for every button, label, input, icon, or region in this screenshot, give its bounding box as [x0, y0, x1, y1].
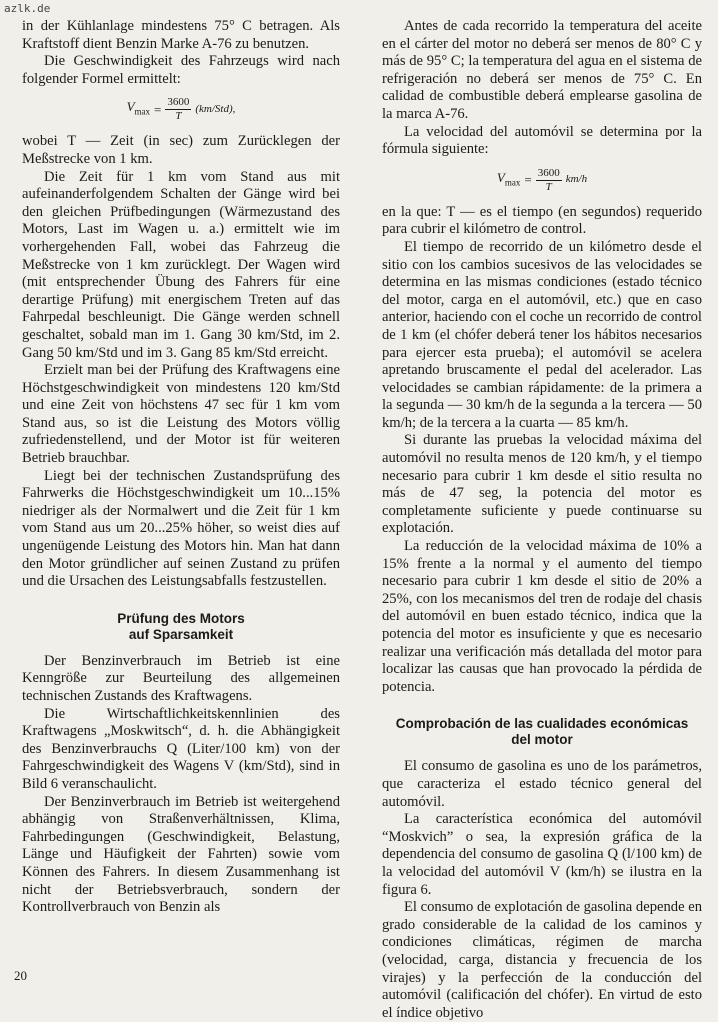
formula-unit: (km/Std),: [195, 103, 236, 116]
paragraph: Liegt bei der technischen Zustandsprüfung des Fahrwerks die Höchstgeschwindigkeit um 10...15% niedriger als der Normalwert und die Zeit für 1 km vom Stand aus um 20...25% höher, so weist dies auf ungenügende Leistung des Motors hin. Man hat dann den Motor gründlicher auf seinen Zustand zu prüfen und die Ursachen des Leistungsabfalls festzustellen.: [22, 467, 340, 590]
formula-denominator: T: [545, 180, 552, 193]
paragraph: in der Kühlanlage mindestens 75° C betragen. Als Kraftstoff dient Benzin Marke A-76 zu benutzen.: [22, 18, 340, 52]
paragraph: Der Benzinverbrauch im Betrieb ist eine Kenngröße zur Beurteilung des allgemeinen technischen Zustands des Kraftwagens.: [22, 652, 340, 704]
paragraph: La reducción de la velocidad máxima de 10% a 15% frente a la normal y el aumento del tiempo necesario para cubrir 1 km desde el sitio de 20% a 25%, con los mecanismos del tren de rodaje del chasis del automóvil en buen estado técnico, indica que la potencia del motor es insuficiente y que es necesario realizar una verificación más detallada del motor para localizar las causas que han provocado la pérdida de potencia.: [382, 538, 702, 695]
paragraph: La característica económica del automóvil “Moskvich” o sea, la expresión gráfica de la dependencia del consumo de gasolina Q (l/100 km) de la velocidad del automóvil V (km/h) se ilustra en la figura 6.: [382, 811, 702, 898]
spanish-column: [382, 18, 702, 1022]
page-number: 20: [14, 968, 27, 983]
paragraph: Antes de cada recorrido la temperatura del aceite en el cárter del motor no deberá ser menos de 80° C y más de 95° C; la temperatura del agua en el sistema de refrigeración no deberá ser menos de 75° C. En calidad de combustible deberá emplearse gasolina de la marca A-76.: [382, 18, 702, 122]
paragraph: El consumo de gasolina es uno de los parámetros, que caracteriza el estado técnico general del automóvil.: [382, 758, 702, 810]
paragraph: Erzielt man bei der Prüfung des Kraftwagens eine Höchstgeschwindigkeit von mindestens 120 km/Std und eine Zeit von höchstens 47 sec für 1 km vom Stand aus, so ist die Leistung des Motors völlig zufriedenstellend, und der Motor ist für weiteren Betrieb brauchbar.: [22, 362, 340, 467]
formula-numerator: 3600: [537, 166, 560, 179]
formula-denominator: T: [175, 110, 182, 123]
formula-fraction: [536, 167, 562, 194]
paragraph: La velocidad del automóvil se determina por la fórmula siguiente:: [382, 123, 702, 158]
section-heading: Prüfung des Motors auf Sparsamkeit: [117, 610, 245, 642]
section-heading: Comprobación de las cualidades económicas del motor: [395, 716, 689, 748]
formula-numerator: 3600: [167, 96, 190, 109]
paragraph: Die Zeit für 1 km vom Stand aus mit aufeinanderfolgendem Schalten der Gänge wird bei den gleichen Prüfbedingungen (Wärmezustand des Motors, Last im Wagen u. a.) ermittelt wie im vorhergehenden Fall, wobei das Fahrzeug die Meßstrecke von 1 km zurücklegt. Der Wagen wird (mit entsprechender Übung des Fahrers für eine derartige Prüfung) mit energischem Treten auf das Fahrpedal beschleunigt. Die Gänge werden schnell geschaltet, sobald man im 1. Gang 30 km/Std, im 2. Gang 50 km/Std und im 3. Gang 85 km/Std erreicht.: [22, 168, 340, 361]
watermark-text: azlk.de: [4, 2, 51, 15]
paragraph: wobei T — Zeit (in sec) zum Zurücklegen der Meßstrecke von 1 km.: [22, 133, 340, 167]
german-column: [22, 18, 340, 917]
paragraph: El tiempo de recorrido de un kilómetro desde el sitio con los cambios sucesivos de las velocidades se determina en las mismas condiciones (estado técnico del motor, carga en el automóvil, etc.) que en caso anterior, haciendo con el coche un recorrido de control de 1 km (el chófer deberá tener los hábitos necesarios para ejercer esta prueba); el automóvil se acelera apretando bruscamente el pedal del acelerador. Las velocidades se cambian rápidamente: de la primera a la segunda — 30 km/h de la segunda a la tercera — 50 km/h; de la tercera a la cuarta — 85 km/h.: [382, 238, 702, 431]
paragraph: en la que: T — es el tiempo (en segundos) requerido para cubrir el kilómetro de control.: [382, 203, 702, 238]
paragraph: Si durante las pruebas la velocidad máxima del automóvil no resulta menos de 120 km/h, y el tiempo necesario para cubrir 1 km desde el sitio resulta no más de 47 seg, la potencia del motor es completamente suficiente y puede continuarse su explotación.: [382, 432, 702, 537]
formula-fraction: [165, 96, 191, 123]
paragraph: El consumo de explotación de gasolina depende en grado considerable de la calidad de los caminos y condiciones climáticas, régimen de marcha (velocidad, carga, distancia y frecuencia de los virajes) y la perfección de la conducción del automóvil (calificación del chófer). En virtud de esto el índice objetivo: [382, 899, 702, 1021]
formula-lhs: $V_{max}$: [496, 169, 521, 188]
formula-lhs: $V_{max}$: [126, 99, 151, 117]
paragraph: Der Benzinverbrauch im Betrieb ist weitergehend abhängig von Straßenverhältnissen, Klima, Fahrbedingungen (Geschwindigkeit, Belastung, Länge und Häufigkeit der Fahrten) sowie vom Können des Fahrers. In diesem Zusammenhang ist nicht der Betriebsverbrauch, sondern der Kontrollverbrauch von Benzin als: [22, 793, 340, 916]
speed-formula: $V_{max}$ = $\frac{3600}{T}$ (km/Std),: [126, 96, 236, 123]
speed-formula: $V_{max}$ = $\frac{3600}{T}$ km/h: [496, 166, 588, 193]
formula-unit: km/h: [565, 173, 588, 186]
paragraph: Die Geschwindigkeit des Fahrzeugs wird nach folgender Formel ermittelt:: [22, 53, 340, 87]
paragraph: Die Wirtschaftlichkeitskennlinien des Kraftwagens „Moskwitsch“, d. h. die Abhängigkeit des Benzinverbrauchs Q (Liter/100 km) von der Fahrgeschwindigkeit des Wagens V (km/Std), sind in Bild 6 veranschaulicht.: [22, 705, 340, 792]
